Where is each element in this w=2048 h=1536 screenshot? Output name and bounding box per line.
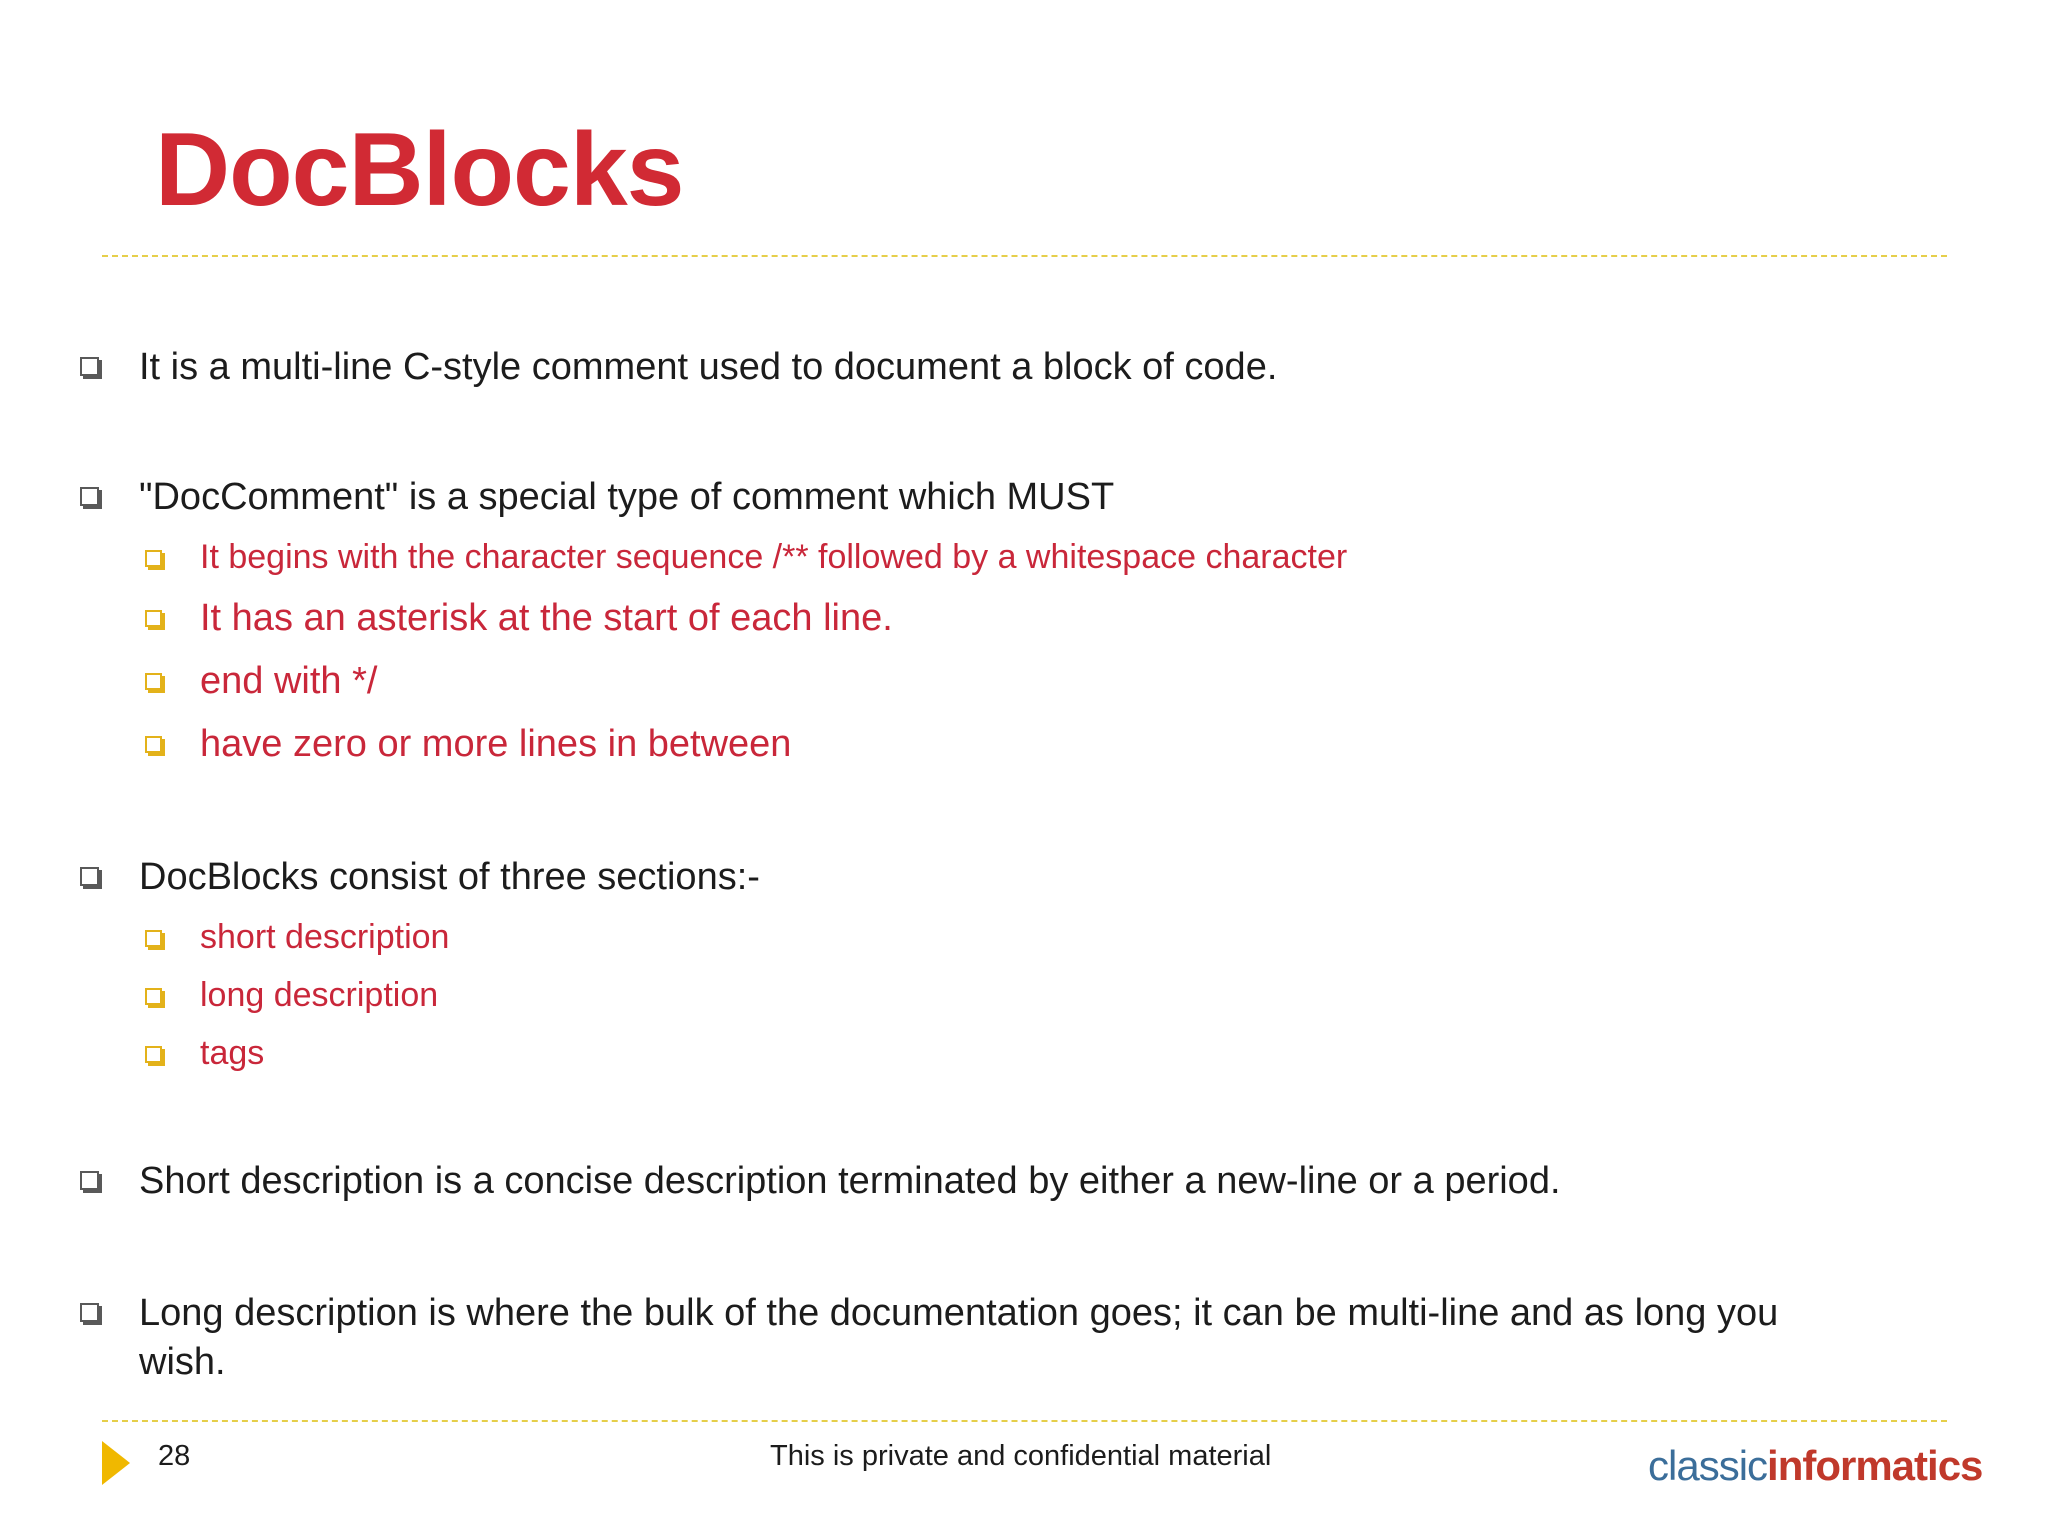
logo-text-informatics: informatics [1767,1442,1983,1489]
bullet-item [80,343,1277,392]
square-bullet-icon [145,930,162,947]
bullet-item [80,853,760,902]
square-bullet-icon [145,1046,162,1063]
bullet-text: Long description is where the bulk of the documentation goes; it can be multi-line and as long you wish. [139,1292,1779,1383]
sub-bullet-item [145,658,377,704]
square-bullet-icon [80,867,99,886]
square-bullet-icon [145,673,162,690]
square-bullet-icon [80,1171,99,1190]
square-bullet-icon [145,550,162,567]
confidential-notice: This is private and confidential material [770,1440,1272,1472]
bullet-text: It is a multi-line C-style comment used to document a block of code. [139,346,1278,388]
title-divider [102,255,1947,257]
sub-bullet-item [145,917,449,957]
company-logo [1648,1442,1982,1490]
sub-bullet-text: It begins with the character sequence /** followed by a whitespace character [200,538,1348,576]
bullet-text: DocBlocks consist of three sections:- [139,856,760,898]
page-number: 28 [158,1440,191,1472]
sub-bullet-item [145,595,893,641]
sub-bullet-text: end with */ [200,660,378,702]
square-bullet-icon [145,736,162,753]
square-bullet-icon [145,988,162,1005]
sub-bullet-text: long description [200,976,439,1014]
sub-bullet-text: short description [200,918,450,956]
sub-bullet-item [145,1033,264,1073]
sub-bullet-item [145,975,438,1015]
sub-bullet-text: It has an asterisk at the start of each line. [200,597,893,639]
square-bullet-icon [145,610,162,627]
bullet-item [80,1289,1859,1387]
footer-divider [102,1420,1947,1422]
sub-bullet-text: have zero or more lines in between [200,723,792,765]
sub-bullet-text: tags [200,1034,265,1072]
bullet-item [80,473,1114,522]
square-bullet-icon [80,487,99,506]
square-bullet-icon [80,357,99,376]
slide-title: DocBlocks [155,112,684,228]
square-bullet-icon [80,1303,99,1322]
sub-bullet-item [145,721,791,767]
triangle-arrow-icon [102,1441,130,1485]
sub-bullet-item [145,537,1347,577]
bullet-item [80,1157,1561,1206]
bullet-text: "DocComment" is a special type of comment which MUST [139,476,1115,518]
bullet-text: Short description is a concise description terminated by either a new-line or a period. [139,1160,1561,1202]
logo-text-classic: classic [1648,1442,1768,1489]
